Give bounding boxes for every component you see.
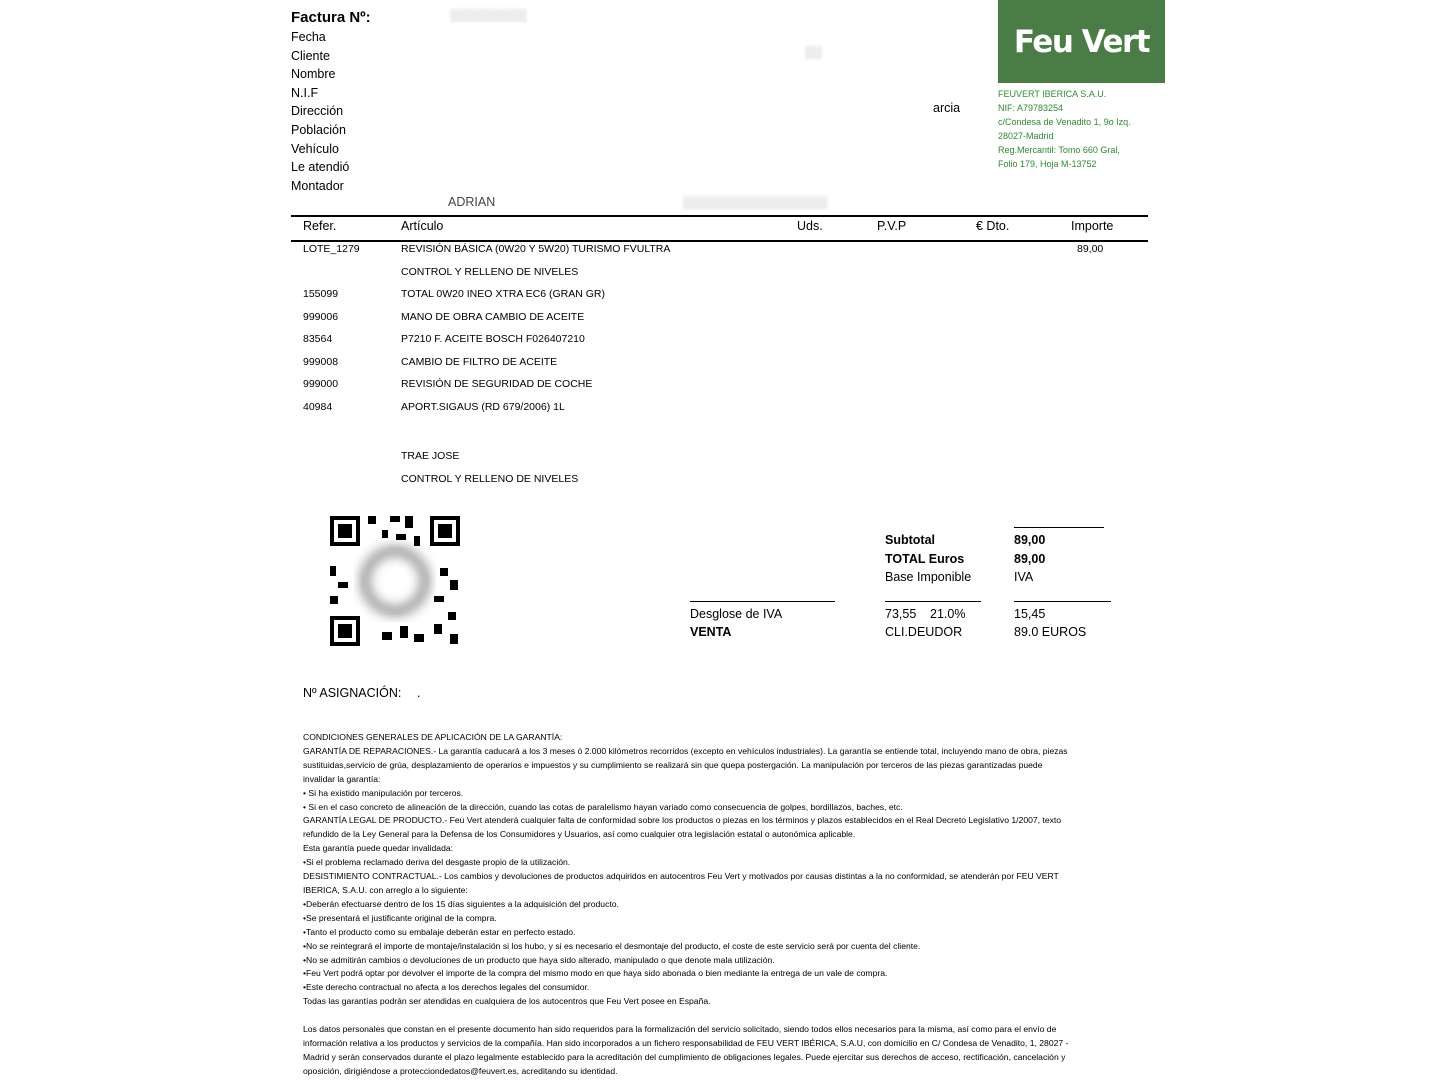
subtotal-label: Subtotal [885, 533, 935, 547]
company-line: FEUVERT IBERICA S.A.U. [998, 89, 1107, 99]
condition-line: sustituidas,servicio de grúa, desplazamiento de operarios e impuestos y su cumplimiento se realizará sin que quepa postergación. La manipulación por terceros de las piezas garantizadas puede [303, 759, 1043, 770]
row-ref: 999000 [303, 378, 339, 390]
condition-line: •Tanto el producto como su embalaje deberán estar en perfecto estado. [303, 926, 576, 937]
invoice-title: Factura Nº: [291, 9, 371, 26]
asignacion-label: Nº ASIGNACIÓN: [303, 686, 402, 700]
venta-label: VENTA [690, 625, 732, 639]
condition-line: CONDICIONES GENERALES DE APLICACIÓN DE LA GARANTÍA: [303, 732, 563, 742]
condition-line: •No se admitirán cambios o devoluciones de un producto que haya sido alterado, manipulado o que denote mala utilización. [303, 954, 775, 965]
qr-code [330, 516, 460, 646]
base-imponible-label: Base Imponible [885, 570, 972, 584]
condition-line: Todas las garantías podrán ser atendidas en cualquiera de los autocentros que Feu Vert posee en España. [303, 996, 711, 1007]
note-line: TRAE JOSE [401, 450, 460, 462]
row-ref: 83564 [303, 333, 333, 345]
payment-method: CLI.DEUDOR [885, 625, 963, 639]
condition-line: refundido de la Ley General para la Defensa de los Consumidores y Usuarios, así como cualquier otra legislación estatal o autonómica aplicable. [303, 829, 856, 840]
warranty-conditions [303, 731, 1133, 1009]
condition-line: •Si el problema reclamado deriva del desgaste propio de la utilización. [303, 857, 571, 868]
iva-rate: 21.0% [930, 607, 966, 621]
label-poblacion: Población [291, 122, 346, 137]
privacy-line: oposición, dirigiéndose a protecciondedatos@feuvert.es, acreditando su identidad. [303, 1065, 618, 1076]
base-value: 73,55 [885, 607, 917, 621]
name-fragment: arcia [933, 101, 961, 115]
row-ref: 40984 [303, 400, 333, 413]
condition-line: •Feu Vert podrá optar por devolver el importe de la compra del mismo modo en que haya sido abonada o bien mediante la entrega de un vale de compra. [303, 968, 888, 979]
total-label: TOTAL Euros [885, 552, 965, 566]
label-nif: N.I.F [291, 85, 319, 100]
invoice-header-labels [291, 8, 371, 195]
row-ref: 999006 [303, 310, 339, 323]
feu-vert-logo: Feu Vert [998, 0, 1165, 83]
label-direccion: Dirección [291, 104, 344, 119]
row-article: MANO DE OBRA CAMBIO DE ACEITE [401, 310, 585, 323]
condition-line: •Se presentará el justificante original de la compra. [303, 912, 497, 923]
iva-rule [1014, 601, 1111, 602]
condition-line: •Este derecho contractual no afecta a los derechos legales del consumidor. [303, 982, 590, 993]
col-header-article: Artículo [401, 219, 444, 233]
company-line: Reg.Mercantil: Tomo 660 Gral, [998, 145, 1120, 155]
col-header-ref: Refer. [303, 219, 337, 233]
total-value: 89,00 [1014, 552, 1046, 566]
row-article: REVISIÓN DE SEGURIDAD DE COCHE [401, 378, 593, 390]
condition-line: Esta garantía puede quedar invalidada: [303, 843, 454, 854]
col-header-uds: Uds. [797, 219, 823, 233]
label-le-atendio: Le atendió [291, 160, 350, 175]
label-montador: Montador [291, 178, 344, 193]
condition-line: DESISTIMIENTO CONTRACTUAL.- Los cambios y devoluciones de productos adquiridos en autocentros Feu Vert y motivados por causas distintas a la no conformidad, se atenderán por FEU VERT [303, 871, 1059, 882]
row-article: CONTROL Y RELLENO DE NIVELES [401, 265, 579, 278]
condition-line: •Deberán efectuarse dentro de los 15 días siguientes a la adquisición del producto. [303, 898, 619, 909]
label-vehiculo: Vehículo [291, 141, 339, 156]
table-top-rule [291, 215, 1148, 217]
condition-line: invalidar la garantía: [303, 773, 381, 784]
label-nombre: Nombre [291, 67, 336, 82]
row-article: P7210 F. ACEITE BOSCH F026407210 [401, 333, 585, 345]
base-rule [885, 601, 981, 602]
asignacion-value: . [417, 686, 421, 700]
col-header-importe: Importe [1071, 219, 1114, 233]
privacy-line: Madrid y serán conservados durante el plazo legalmente establecido para la acreditación del cumplimiento de obligaciones legales. Puede ejercitar sus derechos de acceso, rectificación, cancelación y [303, 1051, 1066, 1062]
iva-value: 15,45 [1014, 607, 1046, 621]
company-line: NIF: A79783254 [998, 103, 1064, 113]
redacted-vehicle: ▒▒▒▒▒▒▒▒▒▒▒▒▒▒▒▒▒ [683, 195, 828, 209]
subtotal-value: 89,00 [1014, 533, 1046, 547]
label-cliente: Cliente [291, 48, 330, 63]
condition-line: GARANTÍA DE REPARACIONES.- La garantía caducará a los 3 meses ó 2.000 kilómetros recorridos (excepto en vehículos industriales). La garantía se entiende total, incluyendo mano de obra, piezas [303, 745, 1068, 756]
attendant-name: ADRIAN [448, 195, 496, 209]
condition-line: IBERICA, S.A.U. con arreglo a lo siguiente: [303, 884, 468, 895]
privacy-line: Los datos personales que constan en el presente documento han sido requeridos para la formalización del servicio solicitado, siendo todos ellos necesarios para la misma, así como para el envío de [303, 1024, 1057, 1034]
row-article: TOTAL 0W20 INEO XTRA EC6 (GRAN GR) [401, 288, 606, 300]
privacy-line: información relativa a los productos y servicios de la compañía. Han sido incorporados a un fichero responsabilidad de FEU VERT IBÉRICA, S.A.U, con domicilio en C/ Condesa de Venadito, 1, 28027 - [303, 1037, 1069, 1048]
condition-line: • Si ha existido manipulación por terceros. [303, 787, 464, 798]
company-line: 28027-Madrid [998, 131, 1054, 141]
row-ref: LOTE_1279 [303, 243, 360, 255]
col-header-dto: € Dto. [976, 219, 1010, 233]
condition-line: • Si en el caso concreto de alineación de la dirección, cuando las cotas de paralelismo hayan variado como consecuencia de golpes, bordillazos, baches, etc. [303, 801, 903, 812]
note-line: CONTROL Y RELLENO DE NIVELES [401, 472, 579, 485]
condition-line: •No se reintegrará el importe de montaje/instalación si los hubo, y si es necesario el desmontaje del producto, el coste de este servicio será por cuenta del cliente. [303, 940, 921, 951]
company-line: c/Condesa de Venadito 1, 9o Izq. [998, 117, 1131, 127]
row-article: CAMBIO DE FILTRO DE ACEITE [401, 355, 558, 368]
desglose-rule [690, 601, 835, 602]
iva-label: IVA [1014, 570, 1034, 584]
desglose-iva-label: Desglose de IVA [690, 607, 783, 621]
redacted-invoice-number: ▒▒▒▒▒▒▒▒▒ [450, 8, 527, 22]
subtotal-rule [1014, 527, 1104, 528]
condition-line: GARANTÍA LEGAL DE PRODUCTO.- Feu Vert atenderá cualquier falta de conformidad sobre los productos o piezas en los términos y plazos establecidos en el Real Decreto Legislativo 1/2007, texto [303, 815, 1062, 826]
row-ref: 999008 [303, 355, 339, 368]
privacy-notice [303, 1023, 1133, 1079]
company-line: Folio 179, Hoja M-13752 [998, 159, 1097, 169]
row-article: REVISIÓN BÁSICA (0W20 Y 5W20) TURISMO FVULTRA [401, 243, 671, 255]
row-importe: 89,00 [1077, 243, 1104, 255]
row-ref: 155099 [303, 288, 339, 300]
payment-amount: 89.0 EUROS [1014, 625, 1087, 639]
row-article: APORT.SIGAUS (RD 679/2006) 1L [401, 400, 565, 413]
label-fecha: Fecha [291, 30, 326, 44]
redacted-client: ▒▒ [805, 45, 823, 59]
company-info [998, 87, 1131, 171]
col-header-pvp: P.V.P [877, 219, 907, 233]
